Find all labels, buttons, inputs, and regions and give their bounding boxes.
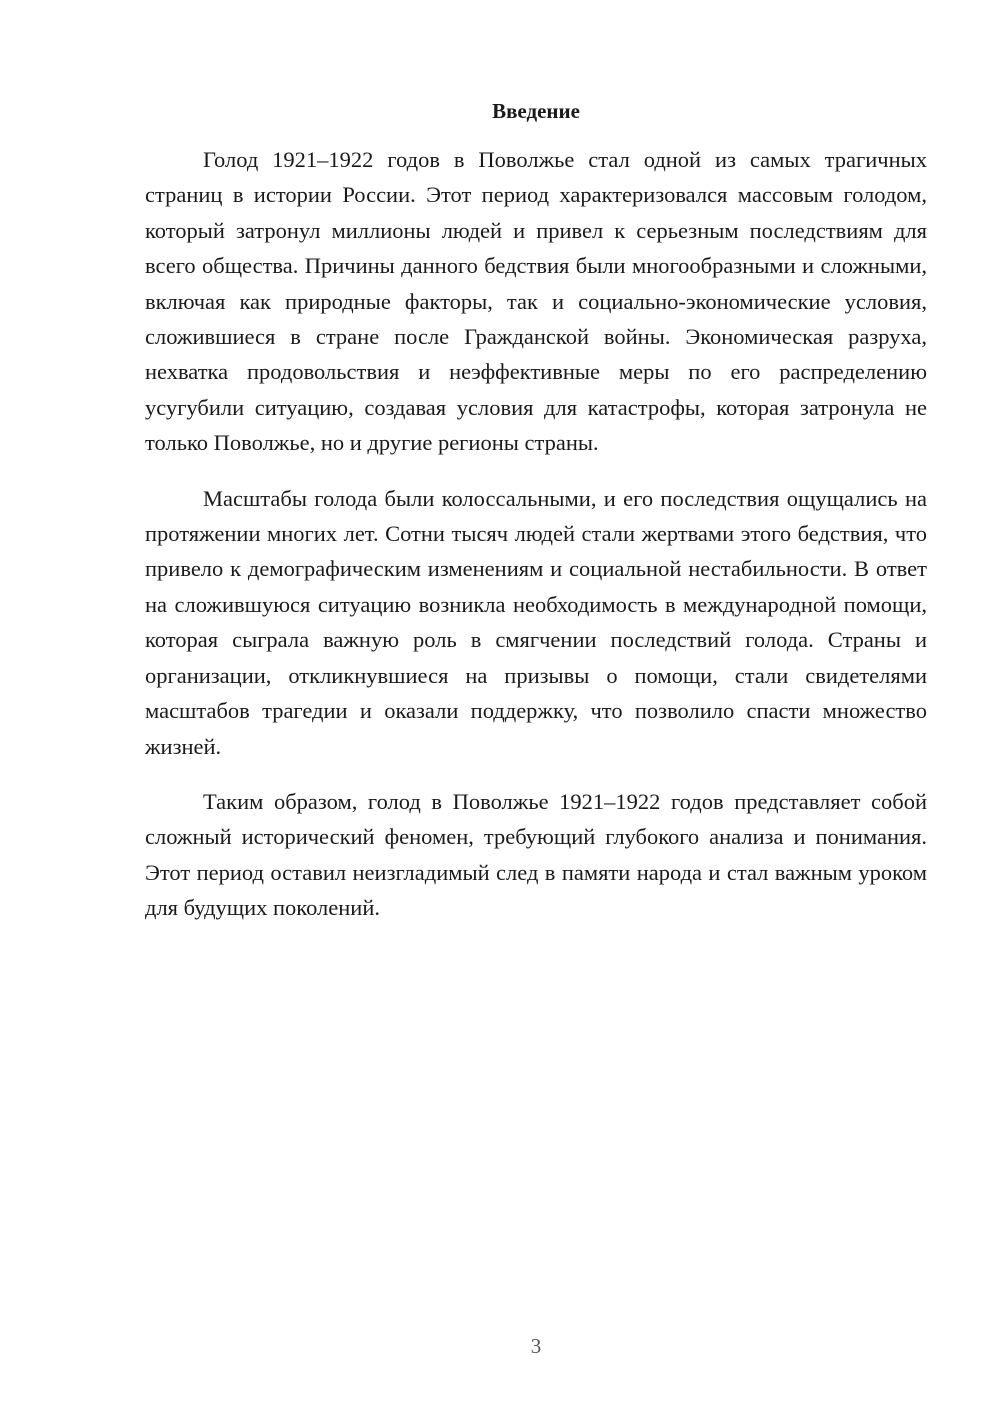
section-title: Введение	[492, 99, 580, 123]
paragraph-2: Масштабы голода были колоссальными, и его последствия ощущались на протяжении многих лет. Сотни тысяч людей стали жертвами этого бедствия, что привело к демографическим изменениям и социальной нестабильности. В ответ на сложившуюся ситуацию возникла необходимость в международной помощи, которая сыграла важную роль в смягчении последствий голода. Страны и организации, откликнувшиеся на призывы о помощи, стали свидетелями масштабов трагедии и оказали поддержку, что позволило спасти множество жизней.	[145, 485, 927, 759]
page-number: 3	[530, 1334, 542, 1358]
paragraph-1: Голод 1921–1922 годов в Поволжье стал одной из самых трагичных страниц в истории России. Этот период характеризовался массовым голодом, который затронул миллионы людей и привел к серьезным последствиям для всего общества. Причины данного бедствия были многообразными и сложными, включая как природные факторы, так и социально-экономические условия, сложившиеся в стране после Гражданской войны. Экономическая разруха, нехватка продовольствия и неэффективные меры по его распределению усугубили ситуацию, создавая условия для катастрофы, которая затронула не только Поволжье, но и другие регионы страны.	[145, 147, 927, 456]
body-text	[145, 142, 927, 946]
paragraph-3: Таким образом, голод в Поволжье 1921–1922 годов представляет собой сложный исторический феномен, требующий глубокого анализа и понимания. Этот период оставил неизгладимый след в памяти народа и стал важным уроком для будущих поколений.	[145, 788, 927, 921]
